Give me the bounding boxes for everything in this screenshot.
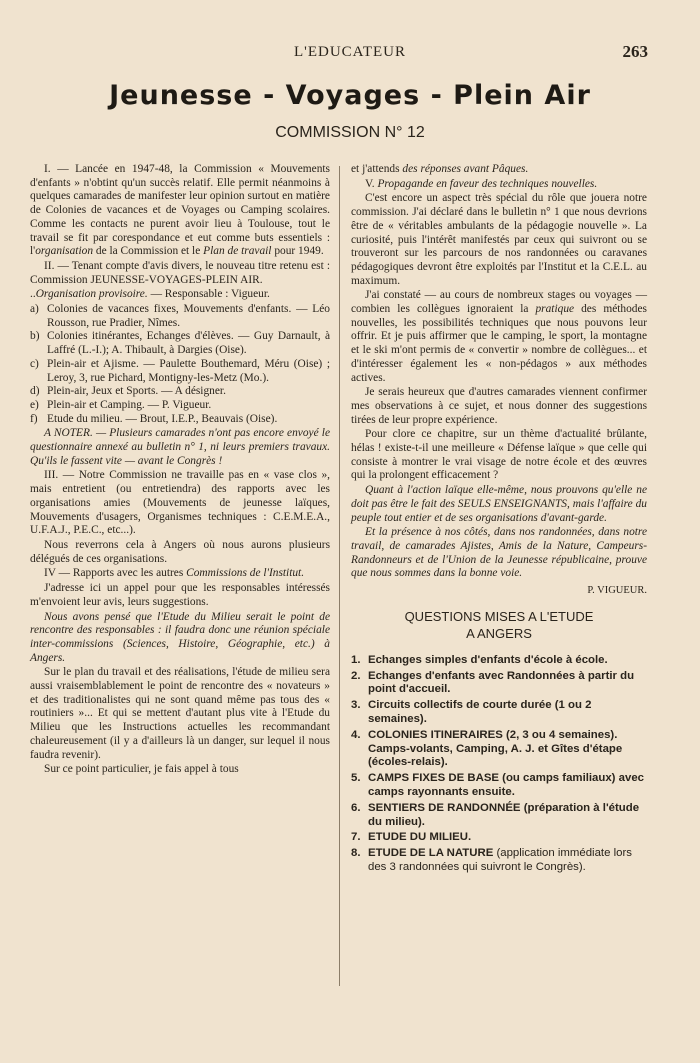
organisation-item bbox=[30, 303, 330, 330]
question-text: Echanges d'enfants avec Randonnées à partir du point d'accueil. bbox=[368, 669, 635, 696]
paragraph-6-italic: Commissions de l'Institut. bbox=[186, 567, 305, 580]
article-subtitle: COMMISSION N° 12 bbox=[275, 124, 425, 141]
question-text: CAMPS FIXES DE BASE (ou camps familiaux) avec camps rayonnants ensuite. bbox=[368, 772, 644, 798]
question-number: 3. bbox=[351, 699, 361, 712]
questions-heading-line-2: A ANGERS bbox=[466, 625, 532, 641]
right-paragraph-4-end: des méthodes nouvelles, les possibilités techniques que nous pouvons leur offrir. Et je puis affirmer que le camping, le sport, la montagne et le ski m'ont permis de « convertir » nombre de collègues... et d'intéresser également les « non-pédagos » aux méthodes actives. bbox=[351, 303, 647, 384]
question-item bbox=[351, 670, 647, 698]
column-divider bbox=[339, 166, 340, 986]
questions-heading bbox=[351, 608, 647, 642]
organisation-item bbox=[30, 330, 330, 357]
item-marker: d) bbox=[30, 385, 40, 398]
paragraph-10: Sur ce point particulier, je fais appel à tous bbox=[44, 763, 239, 776]
journal-name: L'EDUCATEUR bbox=[293, 44, 407, 60]
right-paragraph-4-italic: pratique bbox=[535, 303, 575, 316]
question-item bbox=[351, 772, 647, 800]
right-paragraph-7: Quant à l'action laïque elle-même, nous prouvons qu'elle ne doit pas être le fait des SEULS ENSEIGNANTS, mais l'affaire du peuple tout entier et de ses organisations d'avant-garde. bbox=[351, 484, 647, 524]
organisation-item bbox=[30, 413, 330, 427]
question-item bbox=[351, 802, 647, 830]
paragraph-4: III. — Notre Commission ne travaille pas en « vase clos », mais entretient (ou entretiendra) des rapports avec les organisations amies (Mouvements de jeunesse laïques, Mouvements d'usagers, Organismes techniques : C.E.M.E.A., U.F.A.J., P.E.C., etc...). bbox=[30, 469, 330, 537]
right-paragraph-3: C'est encore un aspect très spécial du rôle que jouera notre commission. J'ai déclaré dans le bulletin n° 1 que nous devrions être de « véritables ambulants de la pédagogie nouvelle ». La curiosité, puis l'intérêt manifestés par ceux qui suivront ou se trouveront sur les parcours de nos randonnées ou caravanes pédagogiques devront être exploités par l'Institut et la C.E.L. au maximum. bbox=[351, 192, 647, 287]
question-number: 5. bbox=[351, 772, 361, 785]
right-paragraph-4 bbox=[351, 289, 647, 385]
question-item bbox=[351, 831, 647, 845]
question-item bbox=[351, 847, 647, 875]
question-text: SENTIERS DE RANDONNÉE (préparation à l'étude du milieu). bbox=[368, 801, 640, 828]
item-marker: b) bbox=[30, 330, 40, 343]
question-number: 6. bbox=[351, 801, 361, 814]
item-marker: c) bbox=[30, 357, 39, 370]
paragraph-2: II. — Tenant compte d'avis divers, le nouveau titre retenu est : Commission JEUNESSE-VOYAGES-PLEIN AIR. bbox=[30, 259, 330, 286]
right-paragraph-2-italic: Propagande en faveur des techniques nouvelles. bbox=[377, 177, 598, 190]
paragraph-1 bbox=[30, 163, 330, 259]
paragraph-5: Nous reverrons cela à Angers où nous aurons plusieurs délégués de ces organisations. bbox=[30, 538, 330, 565]
item-marker: f) bbox=[30, 412, 38, 425]
right-column bbox=[351, 163, 647, 877]
right-paragraph-8: Et la présence à nos côtés, dans nos randonnées, dans notre travail, de camarades Ajistes, Amis de la Nature, Campeurs-Randonneurs et de l'Union de la Jeunesse républicaine, prouve que nous sommes dans la bonne voie. bbox=[351, 526, 647, 580]
question-item bbox=[351, 699, 647, 727]
paragraph-1-mid: de la Commission et le bbox=[93, 245, 204, 258]
item-text: Colonies de vacances fixes, Mouvements d'enfants. — Léo Rousson, rue Pradier, Nîmes. bbox=[47, 303, 330, 329]
item-text: Plein-air et Camping. — P. Vigueur. bbox=[47, 398, 212, 411]
question-item bbox=[351, 654, 647, 668]
organisation-item bbox=[30, 399, 330, 413]
question-item bbox=[351, 729, 647, 770]
paragraph-1-italic-2: Plan de travail bbox=[203, 245, 272, 258]
question-number: 7. bbox=[351, 831, 361, 844]
right-paragraph-6: Pour clore ce chapitre, sur un thème d'actualité brûlante, hélas ! existe-t-il une meilleure « Défense laïque » que celle qui consiste à montrer le vrai visage de notre école et des œuvres qui la prolongent efficacement ? bbox=[351, 428, 647, 482]
paragraph-3-text: — Responsable : Vigueur. bbox=[147, 288, 270, 301]
item-text: Plein-air et Ajisme. — Paulette Bouthemard, Méru (Oise) ; Leroy, 3, rue Pichard, Montigny-les-Metz (Mo.). bbox=[47, 357, 330, 384]
page-number: 263 bbox=[622, 42, 648, 61]
right-paragraph-5: Je serais heureux que d'autres camarades viennent confirmer mes observations à ce sujet, et nous donner des suggestions tirées de leur propre expérience. bbox=[351, 386, 647, 426]
organisation-item bbox=[30, 358, 330, 385]
note-paragraph: A NOTER. — Plusieurs camarades n'ont pas encore envoyé le questionnaire annexé au bulletin n° 1, ni leurs premiers travaux. Qu'ils le fassent vite — avant le Congrès ! bbox=[30, 427, 330, 467]
question-rest: (application immédiate lors des 3 randonnées qui suivront le Congrès). bbox=[368, 847, 632, 873]
question-text: COLONIES ITINERAIRES (2, 3 ou 4 semaines). Camps-volants, Camping, A. J. et Gîtes d'étape (écoles-relais). bbox=[368, 728, 623, 769]
paragraph-1-end: pour 1949. bbox=[271, 245, 324, 258]
item-marker: e) bbox=[30, 398, 39, 411]
paragraph-3 bbox=[30, 288, 330, 302]
paragraph-3-italic: Organisation provisoire. bbox=[35, 288, 148, 301]
signature: P. VIGUEUR. bbox=[587, 585, 647, 597]
organisation-item bbox=[30, 385, 330, 399]
paragraph-1-text: I. — Lancée en 1947-48, la Commission « Mouvements d'enfants » n'obtint qu'un succès relatif. Elle permit néanmoins à quelques camarades de manifester leur opinion surtout en matière de Colonies de vacances et de Voyages ou Camping scolaires. Comme les contacts ne purent avoir lieu à Toulouse, tout le travail se fit par corespondance et eut comme buts essentiels : l' bbox=[30, 163, 330, 258]
paragraph-3-lead: .. bbox=[30, 288, 36, 301]
question-number: 1. bbox=[351, 653, 361, 666]
item-text: Colonies itinérantes, Echanges d'élèves. — Guy Darnault, à Laffré (L.-I.); A. Thibault, à Dargies (Oise). bbox=[47, 330, 330, 357]
question-number: 4. bbox=[351, 728, 361, 741]
right-paragraph-1 bbox=[351, 163, 647, 177]
question-text: Circuits collectifs de courte durée (1 ou 2 semaines). bbox=[368, 699, 592, 725]
right-paragraph-2-text: V. bbox=[365, 177, 378, 190]
question-number: 8. bbox=[351, 847, 361, 860]
paragraph-8: Nous avons pensé que l'Etude du Milieu serait le point de rencontre des responsables : il faudra donc une réunion spéciale inter-commissions (Sciences, Histoire, Géographie, etc.) à Angers. bbox=[30, 610, 330, 664]
item-text: Plein-air, Jeux et Sports. — A désigner. bbox=[47, 385, 226, 398]
paragraph-7: J'adresse ici un appel pour que les responsables intéressés m'envoient leur avis, leurs suggestions. bbox=[30, 582, 330, 608]
question-text: ETUDE DU MILIEU. bbox=[368, 831, 472, 844]
article-title: Jeunesse - Voyages - Plein Air bbox=[109, 80, 591, 111]
question-text: ETUDE DE LA NATURE bbox=[368, 847, 494, 860]
paragraph-6-text: IV — Rapports avec les autres bbox=[44, 567, 187, 580]
paragraph-6 bbox=[30, 567, 330, 581]
right-paragraph-2 bbox=[351, 178, 647, 192]
paragraph-9: Sur le plan du travail et des réalisations, l'étude de milieu sera aussi vraisemblablement le point de rencontre des « novateurs » et des traditionalistes qui ne sont quand même pas tous des « routiniers »... Et qui se mettent d'autant plus vite à l'Etude du Milieu que les Instructions actuelles les recommandant chaleureusement (il y a d'ailleurs là un danger, sur lequel il nous faudra revenir). bbox=[30, 666, 330, 761]
right-paragraph-1-italic: des réponses avant Pâques. bbox=[402, 163, 529, 175]
question-text: Echanges simples d'enfants d'école à école. bbox=[368, 653, 608, 666]
organisation-list bbox=[30, 303, 330, 426]
question-number: 2. bbox=[351, 669, 361, 682]
questions-list bbox=[351, 654, 647, 875]
item-text: Etude du milieu. — Brout, I.E.P., Beauvais (Oise). bbox=[47, 412, 278, 425]
item-marker: a) bbox=[30, 303, 39, 316]
paragraph-1-italic-1: organisation bbox=[35, 245, 94, 258]
left-column bbox=[30, 163, 330, 778]
right-paragraph-4-text: J'ai constaté — au cours de nombreux stages ou voyages — combien les collègues ignoraient la bbox=[351, 289, 647, 316]
right-paragraph-1-text: et j'attends bbox=[351, 163, 403, 175]
running-head bbox=[0, 44, 700, 66]
questions-heading-line-1: QUESTIONS MISES A L'ETUDE bbox=[404, 608, 594, 624]
